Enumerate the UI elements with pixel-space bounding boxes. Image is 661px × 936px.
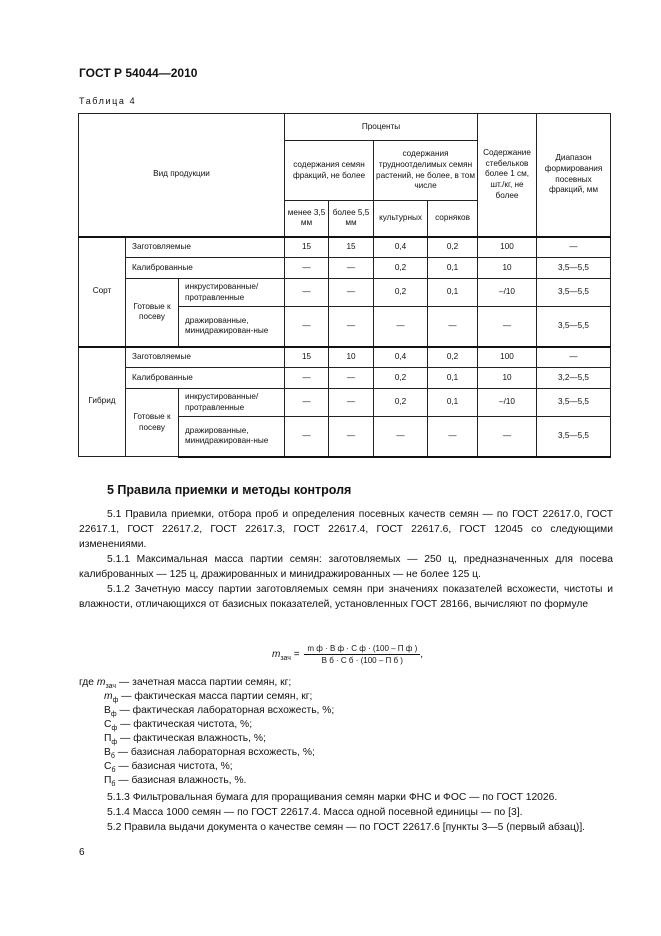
document-header: ГОСТ Р 54044—2010	[79, 66, 198, 80]
legend-item: где $m_{зач}$ — зачетная масса партии семян, кг;	[79, 677, 292, 691]
paragraph-5-1: 5.1 Правила приемки, отбора проб и определения посевных качеств семян — по ГОСТ 22617.0, ГОСТ 22617.1, ГОСТ 22617.2, ГОСТ 22617.3, ГОСТ 22617.4, ГОСТ 22617.6, ГОСТ 12045 со следующими изменениями.	[79, 509, 613, 550]
legend-item: $С_б$ — базисная чистота, %;	[104, 761, 233, 775]
formula: $m_{зач}$ = $\frac{\text{m ф · В ф · С ф · (100 – П ф )}}{\text{В б · С б · (100 – П б )}}$ ,	[272, 644, 424, 665]
cell: 0,1	[428, 258, 478, 279]
paragraph-5-1-1: 5.1.1 Максимальная масса партии семян: заготовляемых — 250 ц, предназначенных для посева калиброванных — 125 ц, дражированных и минидражированных — не более 125 ц.	[79, 554, 613, 580]
cell: 3,2—5,5	[537, 368, 611, 389]
header-percent: Проценты	[285, 114, 478, 141]
cell: —	[537, 347, 611, 368]
cell: 15	[285, 237, 329, 258]
formula-numerator: m ф · В ф · С ф · (100 – П ф )	[304, 644, 420, 655]
cell: 0,2	[374, 279, 428, 307]
row-name: инкрустированные/ протравленные	[179, 389, 285, 417]
formula-denominator: В б · С б · (100 – П б )	[321, 656, 403, 665]
cell: 10	[478, 368, 537, 389]
table-caption: Таблица 4	[79, 96, 137, 106]
paragraph-5-1-3: 5.1.3 Фильтровальная бумага для проращивания семян марки ФНС и ФОС — по ГОСТ 12026.	[107, 792, 558, 803]
paragraph-5-1-2: 5.1.2 Зачетную массу партии заготовляемых семян при значениях показателей всхожести, чистоты и влажности, отличающихся от базисных показателей, установленных ГОСТ 28166, вычисляют по формуле	[79, 584, 613, 610]
ready-label: Готовые к посеву	[126, 279, 179, 347]
cell: —	[329, 307, 374, 347]
header-less: менее 3,5 мм	[285, 201, 329, 237]
cell: 100	[478, 347, 537, 368]
group-label: Гибрид	[79, 347, 126, 457]
cell: 15	[329, 237, 374, 258]
row-name: Калиброванные	[126, 368, 285, 389]
row-name: дражированные, минидражирован-ные	[179, 307, 285, 347]
cell: 3,5—5,5	[537, 258, 611, 279]
cell: 3,5—5,5	[537, 279, 611, 307]
cell: 100	[478, 237, 537, 258]
cell: —	[329, 368, 374, 389]
cell: 0,2	[374, 258, 428, 279]
cell: 0,4	[374, 237, 428, 258]
cell: 3,5—5,5	[537, 417, 611, 457]
header-stems: Содержание стебельков более 1 см, шт./кг, не более	[478, 114, 537, 237]
cell: 0,2	[374, 389, 428, 417]
cell: 0,1	[428, 389, 478, 417]
row-name: Заготовляемые	[126, 237, 285, 258]
row-name: Заготовляемые	[126, 347, 285, 368]
cell: 0,1	[428, 279, 478, 307]
legend-item: $В_б$ — базисная лабораторная всхожесть, %;	[104, 747, 315, 761]
cell: 10	[478, 258, 537, 279]
table-4	[78, 113, 611, 458]
legend-item: $В_ф$ — фактическая лабораторная всхожесть, %;	[104, 705, 335, 719]
cell: —	[329, 279, 374, 307]
paragraph-5-1-4: 5.1.4 Масса 1000 семян — по ГОСТ 22617.4. Масса одной посевной единицы — по [3].	[107, 807, 523, 818]
header-more: более 5,5 мм	[329, 201, 374, 237]
cell: 3,5—5,5	[537, 307, 611, 347]
cell: —	[428, 307, 478, 347]
cell: —	[285, 258, 329, 279]
legend-item: $П_ф$ — фактическая влажность, %;	[104, 733, 266, 747]
cell: —	[374, 307, 428, 347]
row-name: дражированные, минидражирован-ные	[179, 417, 285, 457]
cell: –/10	[478, 389, 537, 417]
header-kind: Вид продукции	[79, 114, 285, 237]
cell: —	[329, 258, 374, 279]
cell: —	[374, 417, 428, 457]
cell: 3,5—5,5	[537, 389, 611, 417]
row-name: инкрустированные/ протравленные	[179, 279, 285, 307]
cell: —	[285, 389, 329, 417]
section-heading: 5 Правила приемки и методы контроля	[107, 483, 352, 497]
cell: —	[329, 389, 374, 417]
cell: 0,2	[428, 237, 478, 258]
cell: 0,4	[374, 347, 428, 368]
cell: —	[478, 307, 537, 347]
cell: —	[329, 417, 374, 457]
cell: —	[478, 417, 537, 457]
cell: 0,2	[374, 368, 428, 389]
cell: —	[285, 417, 329, 457]
cell: 0,1	[428, 368, 478, 389]
header-hard-seeds: содержания трудноотделимых семян растений, не более, в том числе	[374, 141, 478, 201]
formula-lhs: m	[272, 649, 281, 661]
page-number: 6	[79, 847, 85, 858]
cell: —	[428, 417, 478, 457]
cell: –/10	[478, 279, 537, 307]
ready-label: Готовые к посеву	[126, 389, 179, 457]
header-cultural: культурных	[374, 201, 428, 237]
paragraph-5-2: 5.2 Правила выдачи документа о качестве семян — по ГОСТ 22617.6 [пункты 3—5 (первый абзац)].	[107, 822, 586, 833]
header-range: Диапазон формирования посевных фракций, мм	[537, 114, 611, 237]
legend-item: $П_б$ — базисная влажность, %.	[104, 775, 247, 789]
cell: 10	[329, 347, 374, 368]
cell: —	[285, 307, 329, 347]
cell: 0,2	[428, 347, 478, 368]
formula-fraction	[304, 644, 420, 665]
legend-item: $m_ф$ — фактическая масса партии семян, кг;	[104, 691, 313, 705]
row-name: Калиброванные	[126, 258, 285, 279]
cell: 15	[285, 347, 329, 368]
header-fractions: содержания семян фракций, не более	[285, 141, 374, 201]
header-weed: сорняков	[428, 201, 478, 237]
cell: —	[285, 368, 329, 389]
cell: —	[537, 237, 611, 258]
legend-item: $С_ф$ — фактическая чистота, %;	[104, 719, 253, 733]
group-label: Сорт	[79, 237, 126, 347]
formula-lhs-sub: зач	[280, 655, 291, 663]
cell: —	[285, 279, 329, 307]
